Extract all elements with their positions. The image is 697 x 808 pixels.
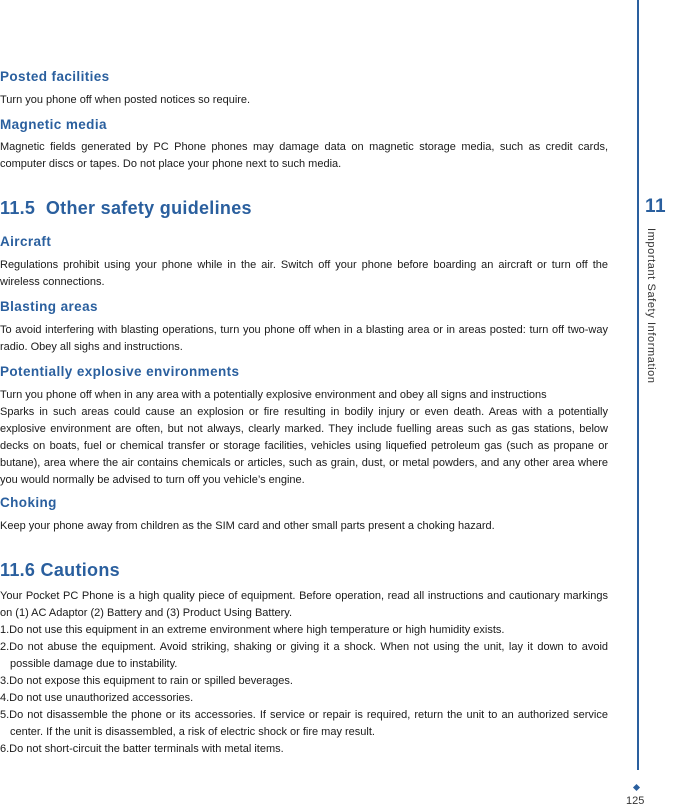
caution-item: 4.Do not use unauthorized accessories. bbox=[0, 692, 194, 704]
sidebar-divider-line bbox=[637, 0, 639, 770]
heading-explosive-environments: Potentially explosive environments bbox=[0, 364, 240, 379]
section-title: Other safety guidelines bbox=[45, 198, 252, 218]
text-magnetic-media: Magnetic fields generated by PC Phone phones may damage data on magnetic storage media, such as credit cards, computer discs or tapes. Do not place your phone next to such media. bbox=[0, 141, 608, 170]
section-title-11-6: 11.6 Cautions bbox=[0, 560, 120, 580]
text-cautions-intro: Your Pocket PC Phone is a high quality piece of equipment. Before operation, read all instructions and cautionary markings on (1) AC Adaptor (2) Battery and (3) Product Using Battery. bbox=[0, 590, 608, 619]
diamond-icon bbox=[633, 784, 640, 791]
text-explosive-1: Turn you phone off when in any area with a potentially explosive environment and obey all signs and instructions bbox=[0, 389, 547, 401]
heading-magnetic-media: Magnetic media bbox=[0, 117, 107, 132]
page-number: 125 bbox=[626, 795, 645, 807]
text-posted-facilities: Turn you phone off when posted notices so require. bbox=[0, 94, 251, 106]
heading-aircraft: Aircraft bbox=[0, 234, 52, 249]
caution-item: 5.Do not disassemble the phone or its accessories. If service or repair is required, return the unit to an authorized service center. If the unit is disassembled, a risk of electric shock or fire may result. bbox=[0, 709, 608, 738]
caution-item: 6.Do not short-circuit the batter terminals with metal items. bbox=[0, 743, 284, 755]
heading-posted-facilities: Posted facilities bbox=[0, 69, 110, 84]
text-explosive-2: Sparks in such areas could cause an explosion or fire resulting in bodily injury or even death. Areas with a potentially explosive environment are often, but not always, clearly marked. They include fuelling areas such as gas stations, below decks on boats, fuel or chemical transfer or storage facilities, vehicles using liquefied petroleum gas (such as propane or butane), area where the air contains chemicals or articles, such as grain, dust, or metal powders, and any other area where you would normally be advised to turn off you vehicle’s engine. bbox=[0, 406, 608, 486]
caution-item: 3.Do not expose this equipment to rain or spilled beverages. bbox=[0, 675, 293, 687]
heading-choking: Choking bbox=[0, 495, 57, 510]
section-title-11-5 bbox=[0, 198, 252, 219]
text-choking: Keep your phone away from children as the SIM card and other small parts present a choking hazard. bbox=[0, 520, 495, 532]
text-aircraft: Regulations prohibit using your phone while in the air. Switch off your phone before boarding an aircraft or turn off the wireless connections. bbox=[0, 259, 608, 288]
caution-item: 2.Do not abuse the equipment. Avoid striking, shaking or giving it a shock. When not using the unit, lay it down to avoid possible damage due to instability. bbox=[0, 641, 608, 670]
chapter-title: Important Safety Information bbox=[645, 228, 657, 384]
text-blasting-areas: To avoid interfering with blasting operations, turn you phone off when in a blasting area or in areas posted: turn off two-way radio. Obey all sighs and instructions. bbox=[0, 324, 608, 353]
chapter-number: 11 bbox=[645, 196, 667, 217]
caution-item: 1.Do not use this equipment in an extreme environment where high temperature or high humidity exists. bbox=[0, 624, 505, 636]
heading-blasting-areas: Blasting areas bbox=[0, 299, 98, 314]
section-number: 11.5 bbox=[0, 198, 36, 218]
